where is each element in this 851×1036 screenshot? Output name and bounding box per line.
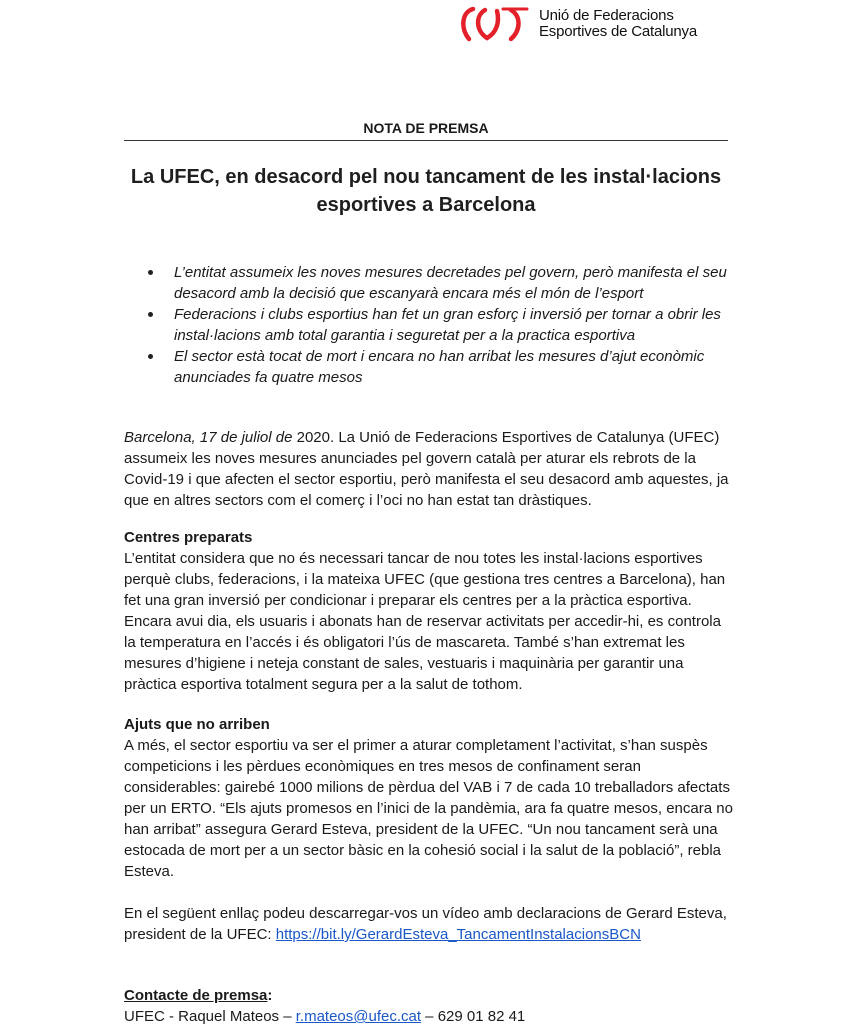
bullet-item: [146, 346, 736, 388]
logo-line1: Unió de Federacions: [539, 7, 674, 24]
page-title: [124, 163, 728, 219]
ufec-logo-icon: [459, 6, 529, 42]
video-link[interactable]: https://bit.ly/GerardEsteva_TancamentInstalacionsBCN: [275, 926, 641, 943]
title-line2: esportives a Barcelona: [316, 194, 536, 216]
contact-email-link[interactable]: r.mateos@ufec.cat: [295, 1008, 422, 1025]
section-text: L’entitat considera que no és necessari tancar de nou totes les instal·lacions esportives perquè clubs, federacions, i la mateixa UFEC (que gestiona tres centres a Barcelona), han fet una gran inversió per condicionar i preparar els centres per a la pràctica esportiva. Encara avui dia, els usuaris i abonats han de reservar activitats per accedir-hi, es controla la temperatura en l’accés i és obligatori l’ús de mascareta. També s’han extremat les mesures d’higiene i neteja constant de sales, vestuaris i maquinària per garantir una pràctica esportiva totalment segura per a la salut de tothom.: [124, 550, 726, 693]
contact-colon: :: [267, 987, 273, 1004]
bullet-item: [146, 262, 736, 304]
contact-heading: Contacte de premsa: [124, 987, 268, 1004]
section-heading: Centres preparats: [124, 529, 253, 546]
video-text: En el següent enllaç podeu descarregar-vos un vídeo amb declaracions de Gerard Esteva, president de la UFEC:: [124, 905, 727, 943]
bullet-item: [146, 304, 736, 346]
logo-text: [539, 8, 697, 40]
intro-text: 2020. La Unió de Federacions Esportives de Catalunya (UFEC) assumeix les noves mesures anunciades pel govern català per aturar els rebrots de la Covid-19 i que afecten el sector esportiu, però manifesta el seu desacord amb aquestes, ja que en altres sectors com el comerç i l’oci no han estat tan dràstiques.: [124, 429, 729, 509]
section-text: A més, el sector esportiu va ser el primer a aturar completament l’activitat, s’han suspès competicions i les pèrdues econòmiques en tres mesos de confinament seran considerables: gairebé 1000 milions de pèrdua del VAB i 7 de cada 10 treballadors afectats per un ERTO. “Els ajuts promesos en l’inici de la pandèmia, ara fa quatre mesos, encara no han arribat” assegura Gerard Esteva, president de la UFEC. “Un nou tancament serà una estocada de mort per a un sector bàsic en la cohesió social i la salut de la població”, rebla Esteva.: [124, 737, 733, 880]
summary-bullets: [146, 262, 736, 388]
press-contact: [124, 985, 734, 1027]
section-centres: [124, 527, 734, 695]
press-label: NOTA DE PREMSA: [124, 120, 728, 141]
section-ajuts: [124, 714, 734, 882]
contact-name: UFEC - Raquel Mateos –: [124, 1008, 296, 1025]
bullet-text: Federacions i clubs esportius han fet un gran esforç i inversió per tornar a obrir les instal·lacions amb total garantia i seguretat per a la practica esportiva: [174, 306, 721, 344]
section-heading: Ajuts que no arriben: [124, 716, 270, 733]
title-line1: La UFEC, en desacord pel nou tancament de les instal·lacions: [130, 166, 722, 188]
bullet-text: L’entitat assumeix les noves mesures decretades pel govern, però manifesta el seu desacord amb la decisió que escanyarà encara més el món de l’esport: [174, 264, 727, 302]
contact-phone: – 629 01 82 41: [421, 1008, 526, 1025]
intro-paragraph: [124, 427, 734, 511]
logo-line2: Esportives de Catalunya: [539, 23, 697, 40]
bullet-dot-icon: [148, 270, 153, 275]
ufec-logo: [459, 4, 697, 44]
bullet-dot-icon: [148, 312, 153, 317]
video-paragraph: [124, 903, 734, 945]
bullet-text: El sector està tocat de mort i encara no han arribat les mesures d’ajut econòmic anunciades fa quatre mesos: [174, 348, 705, 386]
dateline: Barcelona, 17 de juliol de: [124, 429, 293, 446]
bullet-dot-icon: [148, 354, 153, 359]
